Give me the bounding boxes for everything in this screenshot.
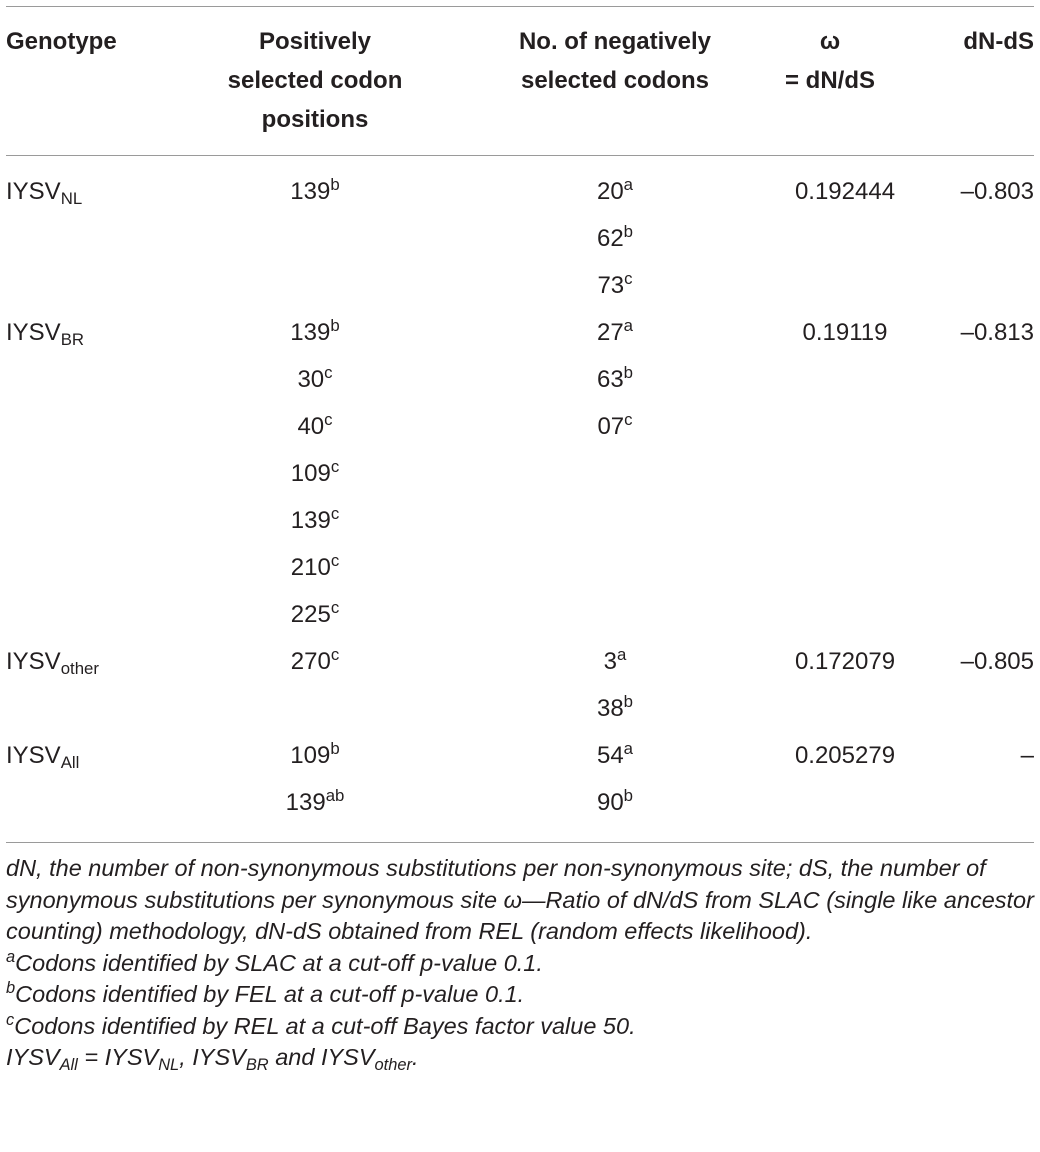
header-positive <box>175 22 455 139</box>
positive-codon-cell: 225$^c$ <box>290 597 340 628</box>
negative-codon-cell: 3$^a$ <box>603 644 627 675</box>
positive-codon-cell: 139$^b$ <box>290 315 340 346</box>
negative-codon-cell: 62$^b$ <box>596 221 634 252</box>
footnote-genotype-definition: $IYSV_{All}$ = $IYSV_{NL}$, $IYSV_{BR}$ and $IYSV_{other}$. <box>6 1044 419 1074</box>
footnote-b: $^b$Codons identified by FEL at a cut-off p-value 0.1. <box>6 978 525 1007</box>
omega-cell: 0.192444 <box>794 178 896 205</box>
positive-codon-cell: 270$^c$ <box>290 644 340 675</box>
bottom-rule <box>6 842 1034 843</box>
genotype-cell: $IYSV_{BR}$ <box>6 319 85 350</box>
positive-codon-cell: 139$^c$ <box>290 503 340 534</box>
dnds-cell: –0.813 <box>960 319 1034 346</box>
positive-codon-cell: 109$^c$ <box>290 456 340 487</box>
top-rule <box>6 6 1034 7</box>
negative-codon-cell: 07$^c$ <box>597 409 633 440</box>
positive-codon-cell: 109$^b$ <box>290 738 340 769</box>
table-footnotes <box>6 853 1034 1074</box>
genotype-cell: $IYSV_{NL}$ <box>6 178 83 209</box>
negative-codon-cell: 73$^c$ <box>597 268 633 299</box>
header-rule <box>6 155 1034 156</box>
header-positive-line: Positively <box>258 28 372 55</box>
negative-codon-cell: 20$^a$ <box>596 174 634 205</box>
dnds-cell: –0.803 <box>960 178 1034 205</box>
positive-codon-cell: $139^{ab}$ <box>285 785 345 816</box>
header-dnds: dN-dS <box>963 28 1034 55</box>
footnote-main: dN, the number of non-synonymous substitutions per non-synonymous site; dS, the number of synonymous substitutions per synonymous site ω—Ratio of dN/dS from SLAC (single like ancestor counting) methodology, dN-dS obtained from REL (random effects likelihood). <box>6 855 1034 944</box>
negative-codon-cell: 27$^a$ <box>596 315 634 346</box>
omega-cell: 0.19119 <box>802 319 888 346</box>
positive-codon-cell: 40$^c$ <box>297 409 333 440</box>
footnote-c: $^c$Codons identified by REL at a cut-off Bayes factor value 50. <box>6 1010 636 1039</box>
positive-codon-cell: 139$^b$ <box>290 174 340 205</box>
header-positive-line: selected codon <box>227 67 403 94</box>
header-negative-line: selected codons <box>520 67 710 94</box>
negative-codon-cell: 54$^a$ <box>596 738 634 769</box>
header-negative-line: No. of negatively <box>518 28 712 55</box>
header-omega-line: = dN/dS <box>784 67 875 94</box>
genotype-cell: $IYSV_{other}$ <box>6 648 99 679</box>
negative-codon-cell: 63$^b$ <box>596 362 634 393</box>
header-genotype: Genotype <box>6 28 117 55</box>
header-positive-line: positions <box>261 106 369 133</box>
header-negative <box>470 22 760 100</box>
negative-codon-cell: 90$^b$ <box>596 785 634 816</box>
negative-codon-cell: 38$^b$ <box>596 691 634 722</box>
dnds-cell: – <box>1020 742 1034 769</box>
footnote-a: $^a$Codons identified by SLAC at a cut-off p-value 0.1. <box>6 947 543 976</box>
positive-codon-cell: 30$^c$ <box>297 362 333 393</box>
genotype-cell: $IYSV_{All}$ <box>6 742 80 773</box>
dnds-cell: –0.805 <box>960 648 1034 675</box>
omega-cell: 0.205279 <box>794 742 896 769</box>
header-omega <box>770 22 890 100</box>
positive-codon-cell: 210$^c$ <box>290 550 340 581</box>
header-omega-line: ω <box>819 28 841 55</box>
omega-cell: 0.172079 <box>794 648 896 675</box>
